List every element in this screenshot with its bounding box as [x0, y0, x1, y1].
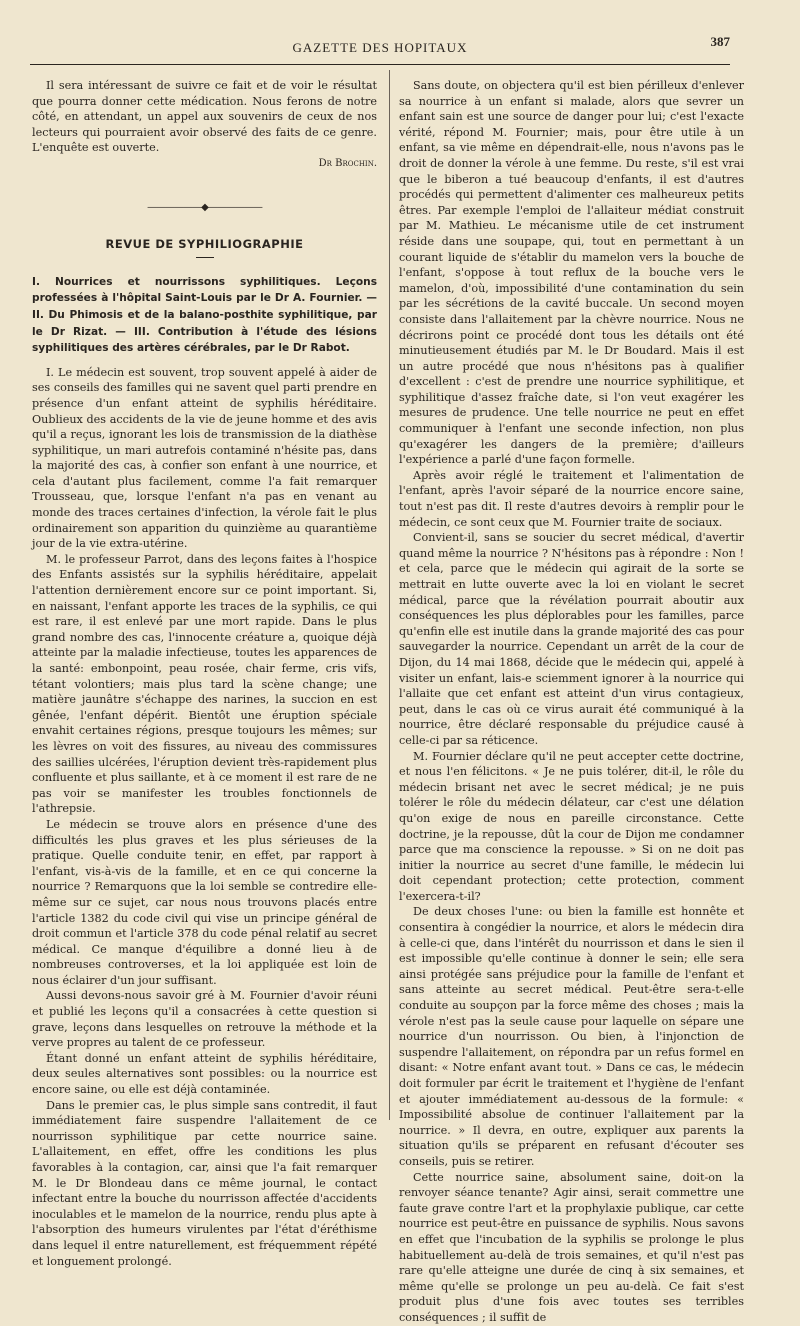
- ornament-divider: ——————◆——————: [147, 201, 262, 213]
- paragraph: Après avoir réglé le traitement et l'alimentation de l'enfant, après l'avoir séparé de la nourrice encore saine, tout n'est pas dit. Il reste d'autres devoirs à remplir pour le médecin, ce sont ceux que M. Fournier traite de sociaux.: [399, 468, 744, 529]
- paragraph: Convient-il, sans se soucier du secret médical, d'avertir quand même la nourrice ? N'hésitons pas à répondre : Non ! et cela, parce que le médecin qui agirait de la sorte se mettrait en lutte ouverte avec la loi en violant le secret médical, parce que la révélation pourrait aboutir aux conséquences les plus déplorables pour les familles, parce qu'enfin elle est inutile dans la grande majorité des cas pour sauvegarder la nourrice. Cependant un arrêt de la cour de Dijon, du 14 mai 1868, décide que le médecin qui, appelé à visiter un enfant, lais-e sciemment ignorer à la nourrice qui l'allaite que cet enfant est atteint d'un virus contagieux, peut, dans le cas où ce virus aurait été communiqué à la nourrice, être déclaré responsable du préjudice causé à celle-ci par sa réticence.: [399, 531, 744, 747]
- intro-paragraph: Il sera intéressant de suivre ce fait et de voir le résultat que pourra donner cette médication. Nous ferons de notre côté, en attendant, un appel aux souvenirs de ceux de nos lecteurs qui pourraient avoir observé des faits de ce genre. L'enquête est ouverte.: [32, 79, 377, 155]
- page-header: [30, 34, 730, 56]
- page-number: 387: [710, 34, 730, 49]
- journal-title: GAZETTE DES HOPITAUX: [292, 40, 468, 55]
- paragraph: Dans le premier cas, le plus simple sans contredit, il faut immédiatement faire suspendre l'allaitement de ce nourrisson syphilitique par cette nourrice saine. L'allaitement, en effet, offre les conditions les plus favorables à la contagion, car, ainsi que l'a fait remarquer M. le Dr Blondeau dans ce même journal, le contact infectant entre la bouche du nourrisson affectée d'accidents inoculables et le mamelon de la nourrice, rendu plus apte à l'absorption des humeurs virulentes par l'état d'éréthisme dans lequel il entre naturellement, est fréquemment répété et longuement prolongé.: [32, 1098, 377, 1268]
- right-column: [399, 78, 744, 1326]
- column-divider: [389, 70, 390, 1120]
- paragraph: Aussi devons-nous savoir gré à M. Fournier d'avoir réuni et publié les leçons qu'il a consacrées à cette question si grave, leçons dans lesquelles on retrouve la méthode et la verve propres au talent de ce professeur.: [32, 989, 377, 1050]
- paragraph: Étant donné un enfant atteint de syphilis héréditaire, deux seules alternatives sont possibles: ou la nourrice est encore saine, ou elle est déjà contaminée.: [32, 1051, 377, 1097]
- paragraph: M. le professeur Parrot, dans des leçons faites à l'hospice des Enfants assistés sur la syphilis héréditaire, appelait l'attention dernièrement encore sur ce point important. Si, en naissant, l'enfant apporte les traces de la syphilis, ce qui est rare, il est enlevé par une mort rapide. Dans le plus grand nombre des cas, l'innocente créature a, quoique déjà atteinte par la maladie infectieuse, toutes les apparences de la santé: embonpoint, peau rosée, chair ferme, cris vifs, tétant volontiers; mais plus tard la scène change; une matière jaunâtre s'échappe des narines, la succion en est gênée, l'enfant dépérit. Bientôt une éruption spéciale envahit certaines régions, presque toujours les mêmes; sur les lèvres on voit des fissures, au niveau des commissures des saillies ulcérées, l'éruption devient très-rapidement plus confluente et plus saillante, et à ce moment il est rare de ne pas voir se manifester les troubles fonctionnels de l'athrepsie.: [32, 552, 377, 816]
- left-column: [32, 78, 377, 1269]
- header-rule: [30, 64, 730, 65]
- section-title: REVUE DE SYPHILIOGRAPHIE: [105, 237, 304, 252]
- article-heading: I. Nourrices et nourrissons syphilitiques. Leçons professées à l'hôpital Saint-Louis par le Dr A. Fournier. —II. Du Phimosis et de la balano-posthite syphilitique, par le Dr Rizat. — III. Contribution à l'étude des lésions syphilitiques des artères cérébrales, par le Dr Rabot.: [32, 275, 377, 355]
- signature: Dr Brochin.: [318, 157, 377, 169]
- paragraph: Cette nourrice saine, absolument saine, doit-on la renvoyer séance tenante? Agir ainsi, serait commettre une faute grave contre l'art et la prophylaxie publique, car cette nourrice est peut-être en puissance de syphilis. Nous savons en effet que l'incubation de la syphilis se prolonge le plus habituellement au-delà de trois semaines, et qu'il n'est pas rare qu'elle atteigne une durée de cinq à six semaines, et même qu'elle se prolonge un peu au-delà. Ce fait s'est produit plus d'une fois avec toutes ses terribles conséquences ; il suffit de: [399, 1170, 744, 1324]
- paragraph: Le médecin se trouve alors en présence d'une des difficultés les plus graves et les plus sérieuses de la pratique. Quelle conduite tenir, en effet, par rapport à l'enfant, vis-à-vis de la famille, et en ce qui concerne la nourrice ? Remarquons que la loi semble se contredire elle-même sur ce sujet, car nous nous trouvons placés entre l'article 1382 du code civil qui vise un principe général de droit commun et l'article 378 du code pénal relatif au secret médical. Ce manque d'équilibre a donné lieu à de nombreuses controverses, et la loi appliquée est loin de nous éclairer d'un jour suffisant.: [32, 817, 377, 987]
- signature-line: [32, 156, 377, 172]
- paragraph: M. Fournier déclare qu'il ne peut accepter cette doctrine, et nous l'en félicitons. « Je ne puis tolérer, dit-il, le rôle du médecin brisant net avec le secret médical; je ne puis tolérer le rôle du médecin délateur, car c'est une délation qu'on exige de nous en pareille circonstance. Cette doctrine, je la repousse, dût la cour de Dijon me condamner parce que ma conscience la repousse. » Si on ne doit pas initier la nourrice au secret d'une famille, le médecin lui doit cependant protection; cette protection, comment l'exercera-t-il?: [399, 749, 744, 903]
- paragraph: Sans doute, on objectera qu'il est bien périlleux d'enlever sa nourrice à un enfant si malade, alors que sevrer un enfant sain est une source de danger pour lui; c'est l'exacte vérité, répond M. Fournier; mais, pour être utile à un enfant, sa vie même en dépendrait-elle, nous n'avons pas le droit de donner la vérole à une femme. Du reste, s'il est vrai que le biberon a tué beaucoup d'enfants, il est d'autres procédés qui permettent d'alimenter ces malheureux petits êtres. Par exemple l'emploi de l'allaiteur médiat construit par M. Mathieu. Le mécanisme utile de cet instrument réside dans une soupape, qui, tout en permettant à un courant liquide de s'établir du mamelon vers la bouche de l'enfant, s'oppose à tout reflux de la bouche vers le mamelon, d'où, impossibilité d'une contamination du sein par les sécrétions de la cavité buccale. Un second moyen consiste dans l'allaitement par la chèvre nourrice. Nous ne décrirons point ce procédé dont tous les détails ont été minutieusement étudiés par M. le Dr Boudard. Mais il est un autre procédé que nous n'hésitons pas à qualifier d'excellent : c'est de prendre une nourrice syphilitique, et syphilitique d'assez fraîche date, si l'on veut exagérer les mesures de prudence. Une telle nourrice ne peut en effet communiquer à l'enfant une seconde infection, non plus qu'exagérer les dangers de la première; d'ailleurs l'expérience a parlé d'une façon formelle.: [399, 79, 744, 467]
- paragraph: I. Le médecin est souvent, trop souvent appelé à aider de ses conseils des familles qui ne savent quel parti prendre en présence d'un enfant atteint de syphilis héréditaire. Oublieux des accidents de la vie de jeune homme et des avis qu'il a reçus, ignorant les lois de transmission de la diathèse syphilitique, un mari autrefois contaminé n'hésite pas, dans la majorité des cas, à confier son enfant à une nourrice, et cela d'autant plus facilement, comme l'a fait remarquer Trousseau, que, lorsque l'enfant n'a pas en venant au monde des traces certaines d'infection, la vérole fait le plus ordinairement son apparition du quinzième au quarantième jour de la vie extra-utérine.: [32, 365, 377, 551]
- paragraph: De deux choses l'une: ou bien la famille est honnête et consentira à congédier la nourrice, et alors le médecin dira à celle-ci que, dans l'intérêt du nourrisson et dans le sien il est impossible qu'elle continue à donner le sein; elle sera ainsi protégée sans préjudice pour la famille de l'enfant et sans atteinte au secret médical. Peut-être sera-t-elle conduite au soupçon par la force même des choses ; mais la vérole n'est pas la seule cause pour laquelle on sépare une nourrice d'un nourrisson. Ou bien, à l'injonction de suspendre l'allaitement, on répondra par un refus formel en disant: « Notre enfant avant tout. » Dans ce cas, le médecin doit formuler par écrit le traitement et l'hygiène de l'enfant et ajouter immédiatement au-dessous de la formule: « Impossibilité absolue de continuer l'allaitement par la nourrice. » Il devra, en outre, expliquer aux parents la situation qu'ils se préparent en refusant d'écouter ses conseils, puis se retirer.: [399, 905, 744, 1168]
- section-rule: [196, 257, 214, 258]
